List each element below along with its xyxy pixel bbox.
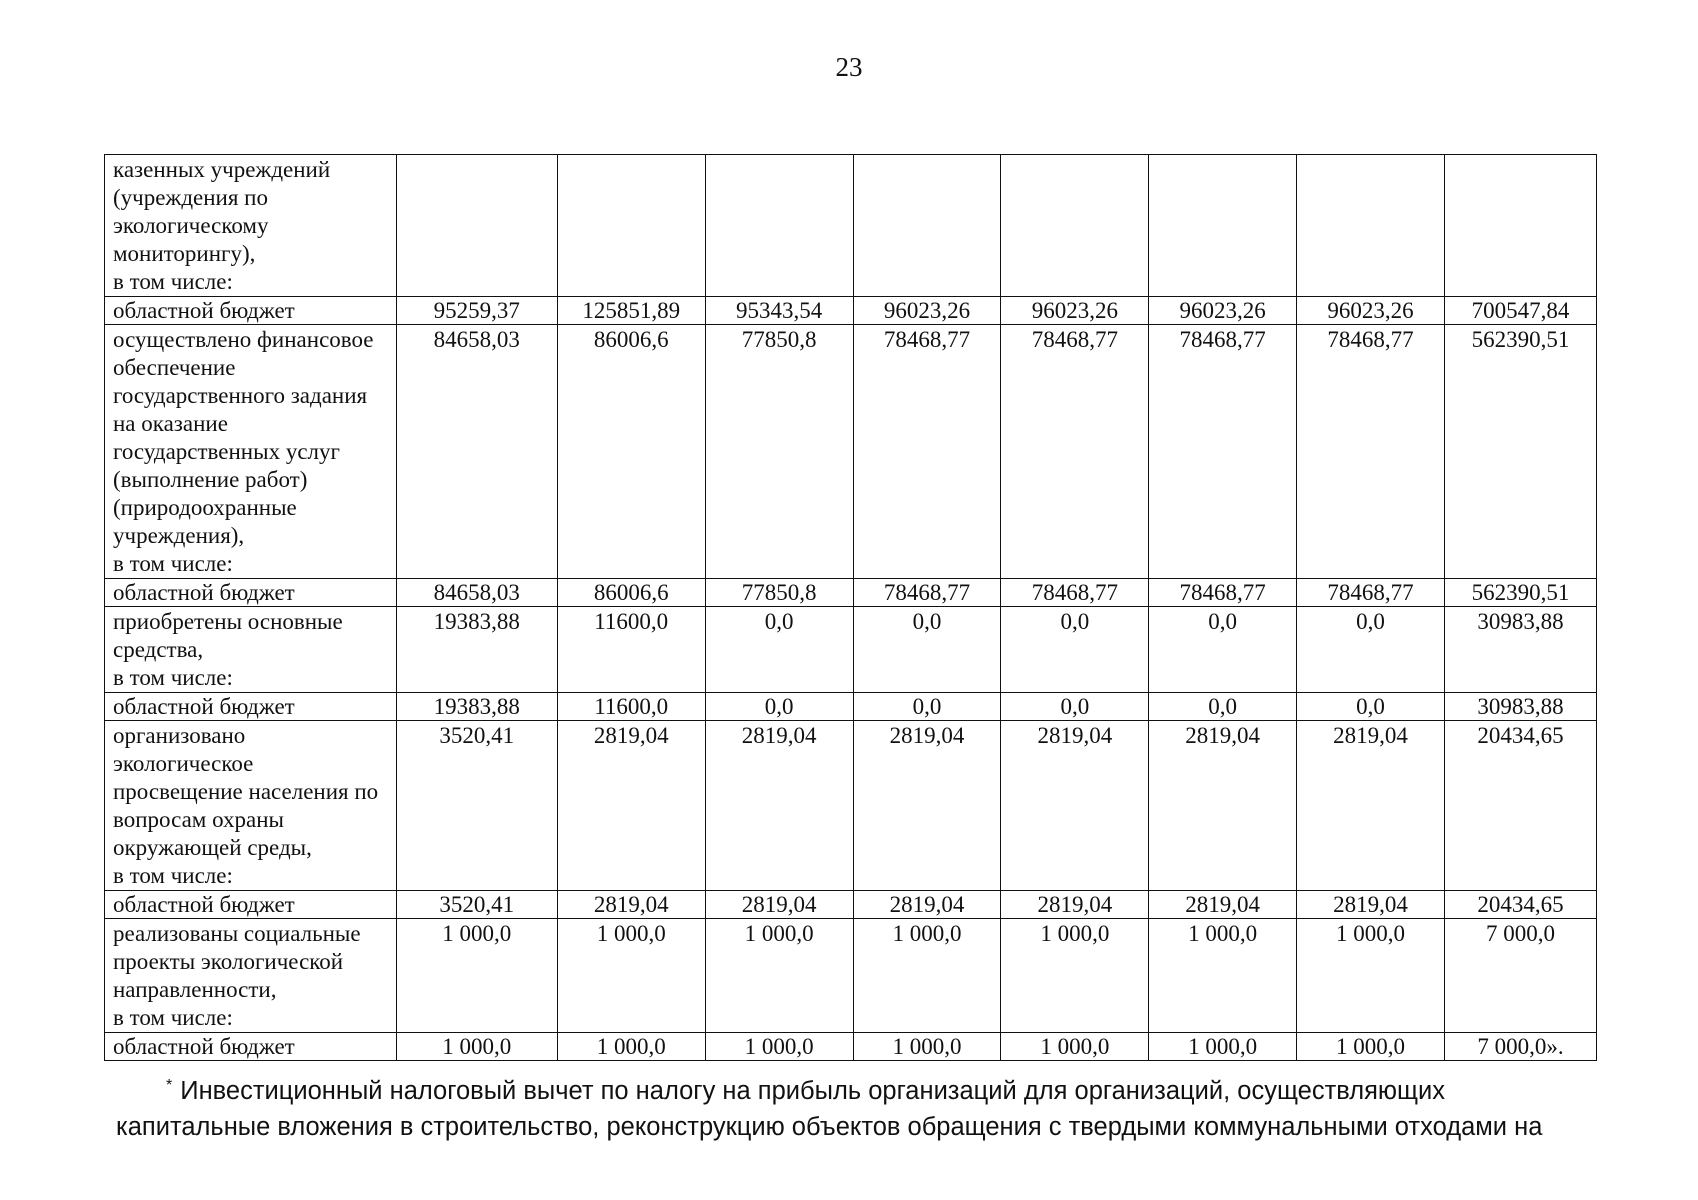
row-label-line: окружающей среды, [113, 835, 312, 860]
row-label-line: в том числе: [113, 551, 233, 576]
total-cell: 7 000,0». [1444, 1033, 1596, 1061]
value-cell [1297, 155, 1445, 297]
footnote [116, 1075, 1596, 1144]
value-cell [1001, 155, 1149, 297]
value-cell: 84658,03 [396, 325, 557, 579]
value-cell: 78468,77 [1001, 579, 1149, 607]
budget-table [104, 154, 1597, 1061]
value-cell: 96023,26 [1297, 297, 1445, 325]
value-cell: 95259,37 [396, 297, 557, 325]
value-cell: 2819,04 [1297, 721, 1445, 891]
value-cell: 2819,04 [705, 891, 853, 919]
total-cell: 20434,65 [1444, 721, 1596, 891]
value-cell: 1 000,0 [396, 1033, 557, 1061]
value-cell: 1 000,0 [396, 919, 557, 1033]
total-cell: 30983,88 [1444, 693, 1596, 721]
value-cell: 1 000,0 [1001, 919, 1149, 1033]
value-cell: 78468,77 [853, 325, 1001, 579]
row-label-line: осуществлено финансовое [113, 327, 374, 352]
row-label-line: в том числе: [113, 863, 233, 888]
row-label-line: (природоохранные [113, 495, 297, 520]
row-label-line: экологическому [113, 213, 269, 238]
row-label [105, 325, 397, 579]
value-cell: 1 000,0 [705, 919, 853, 1033]
total-cell: 7 000,0 [1444, 919, 1596, 1033]
value-cell: 1 000,0 [557, 1033, 705, 1061]
row-label-line: казенных учреждений [113, 157, 331, 182]
table-row [105, 579, 1597, 607]
value-cell: 2819,04 [1001, 891, 1149, 919]
value-cell: 77850,8 [705, 325, 853, 579]
value-cell: 0,0 [853, 693, 1001, 721]
row-label [105, 607, 397, 693]
value-cell: 2819,04 [557, 891, 705, 919]
page-number: 23 [835, 52, 863, 82]
value-cell: 78468,77 [1149, 579, 1297, 607]
value-cell: 96023,26 [1001, 297, 1149, 325]
value-cell: 2819,04 [853, 891, 1001, 919]
value-cell [396, 155, 557, 297]
footnote-marker: * [166, 1077, 173, 1094]
value-cell: 0,0 [1149, 607, 1297, 693]
value-cell [705, 155, 853, 297]
value-cell [853, 155, 1001, 297]
value-cell: 11600,0 [557, 693, 705, 721]
row-label-line: областной бюджет [113, 298, 295, 323]
row-label-line: в том числе: [113, 665, 233, 690]
total-cell: 700547,84 [1444, 297, 1596, 325]
table-row [105, 693, 1597, 721]
row-label-line: областной бюджет [113, 1034, 295, 1059]
value-cell: 11600,0 [557, 607, 705, 693]
value-cell: 0,0 [1149, 693, 1297, 721]
value-cell: 1 000,0 [1149, 919, 1297, 1033]
value-cell: 19383,88 [396, 693, 557, 721]
row-label-line: государственных услуг [113, 439, 340, 464]
row-label [105, 579, 397, 607]
value-cell: 1 000,0 [1001, 1033, 1149, 1061]
value-cell: 1 000,0 [853, 919, 1001, 1033]
total-cell [1444, 155, 1596, 297]
row-label-line: вопросам охраны [113, 807, 284, 832]
value-cell: 0,0 [705, 607, 853, 693]
value-cell: 0,0 [1297, 607, 1445, 693]
table-row [105, 919, 1597, 1033]
row-label-line: в том числе: [113, 1005, 233, 1030]
value-cell: 2819,04 [1297, 891, 1445, 919]
value-cell: 1 000,0 [557, 919, 705, 1033]
table-row [105, 325, 1597, 579]
row-label-line: учреждения), [113, 523, 245, 548]
value-cell: 78468,77 [1297, 579, 1445, 607]
row-label-line: просвещение населения по [113, 779, 379, 804]
value-cell: 2819,04 [557, 721, 705, 891]
value-cell: 0,0 [853, 607, 1001, 693]
total-cell: 30983,88 [1444, 607, 1596, 693]
table-row [105, 297, 1597, 325]
value-cell: 3520,41 [396, 721, 557, 891]
row-label-line: средства, [113, 637, 204, 662]
row-label-line: областной бюджет [113, 892, 295, 917]
value-cell [557, 155, 705, 297]
value-cell: 78468,77 [853, 579, 1001, 607]
value-cell: 2819,04 [1149, 721, 1297, 891]
row-label-line: (выполнение работ) [113, 467, 308, 492]
value-cell: 0,0 [1297, 693, 1445, 721]
table-row [105, 721, 1597, 891]
value-cell: 3520,41 [396, 891, 557, 919]
row-label [105, 721, 397, 891]
value-cell: 1 000,0 [1297, 1033, 1445, 1061]
row-label-line: областной бюджет [113, 580, 295, 605]
table-row [105, 607, 1597, 693]
value-cell: 1 000,0 [1297, 919, 1445, 1033]
value-cell: 1 000,0 [853, 1033, 1001, 1061]
value-cell: 0,0 [1001, 693, 1149, 721]
total-cell: 562390,51 [1444, 579, 1596, 607]
value-cell: 78468,77 [1149, 325, 1297, 579]
row-label-line: в том числе: [113, 269, 233, 294]
footnote-text-1: Инвестиционный налоговый вычет по налогу на прибыль организаций для организаций, осуществляющих [180, 1077, 1445, 1105]
table-row [105, 1033, 1597, 1061]
footnote-line-1 [116, 1075, 1596, 1111]
row-label-line: обеспечение [113, 355, 236, 380]
row-label-line: (учреждения по [113, 185, 268, 210]
table-row [105, 155, 1597, 297]
row-label [105, 155, 397, 297]
value-cell: 86006,6 [557, 579, 705, 607]
value-cell: 2819,04 [1001, 721, 1149, 891]
row-label [105, 891, 397, 919]
table-body [105, 155, 1597, 1061]
row-label-line: организовано [113, 723, 246, 748]
value-cell: 125851,89 [557, 297, 705, 325]
footnote-line-2: капитальные вложения в строительство, реконструкцию объектов обращения с твердыми коммунальными отходами на [116, 1113, 1543, 1141]
table-row [105, 891, 1597, 919]
row-label-line: на оказание [113, 411, 228, 436]
value-cell: 19383,88 [396, 607, 557, 693]
row-label [105, 693, 397, 721]
value-cell: 1 000,0 [1149, 1033, 1297, 1061]
value-cell [1149, 155, 1297, 297]
value-cell: 2819,04 [705, 721, 853, 891]
value-cell: 84658,03 [396, 579, 557, 607]
total-cell: 20434,65 [1444, 891, 1596, 919]
row-label-line: экологическое [113, 751, 254, 776]
row-label [105, 297, 397, 325]
row-label-line: проекты экологической [113, 949, 344, 974]
row-label-line: областной бюджет [113, 694, 295, 719]
value-cell: 1 000,0 [705, 1033, 853, 1061]
value-cell: 2819,04 [853, 721, 1001, 891]
value-cell: 2819,04 [1149, 891, 1297, 919]
row-label-line: реализованы социальные [113, 921, 361, 946]
row-label-line: мониторингу), [113, 241, 256, 266]
row-label [105, 1033, 397, 1061]
value-cell: 96023,26 [1149, 297, 1297, 325]
value-cell: 0,0 [1001, 607, 1149, 693]
value-cell: 78468,77 [1001, 325, 1149, 579]
value-cell: 96023,26 [853, 297, 1001, 325]
row-label-line: приобретены основные [113, 609, 343, 634]
value-cell: 0,0 [705, 693, 853, 721]
value-cell: 77850,8 [705, 579, 853, 607]
row-label-line: направленности, [113, 977, 277, 1002]
value-cell: 86006,6 [557, 325, 705, 579]
row-label-line: государственного задания [113, 383, 368, 408]
value-cell: 78468,77 [1297, 325, 1445, 579]
value-cell: 95343,54 [705, 297, 853, 325]
total-cell: 562390,51 [1444, 325, 1596, 579]
row-label [105, 919, 397, 1033]
